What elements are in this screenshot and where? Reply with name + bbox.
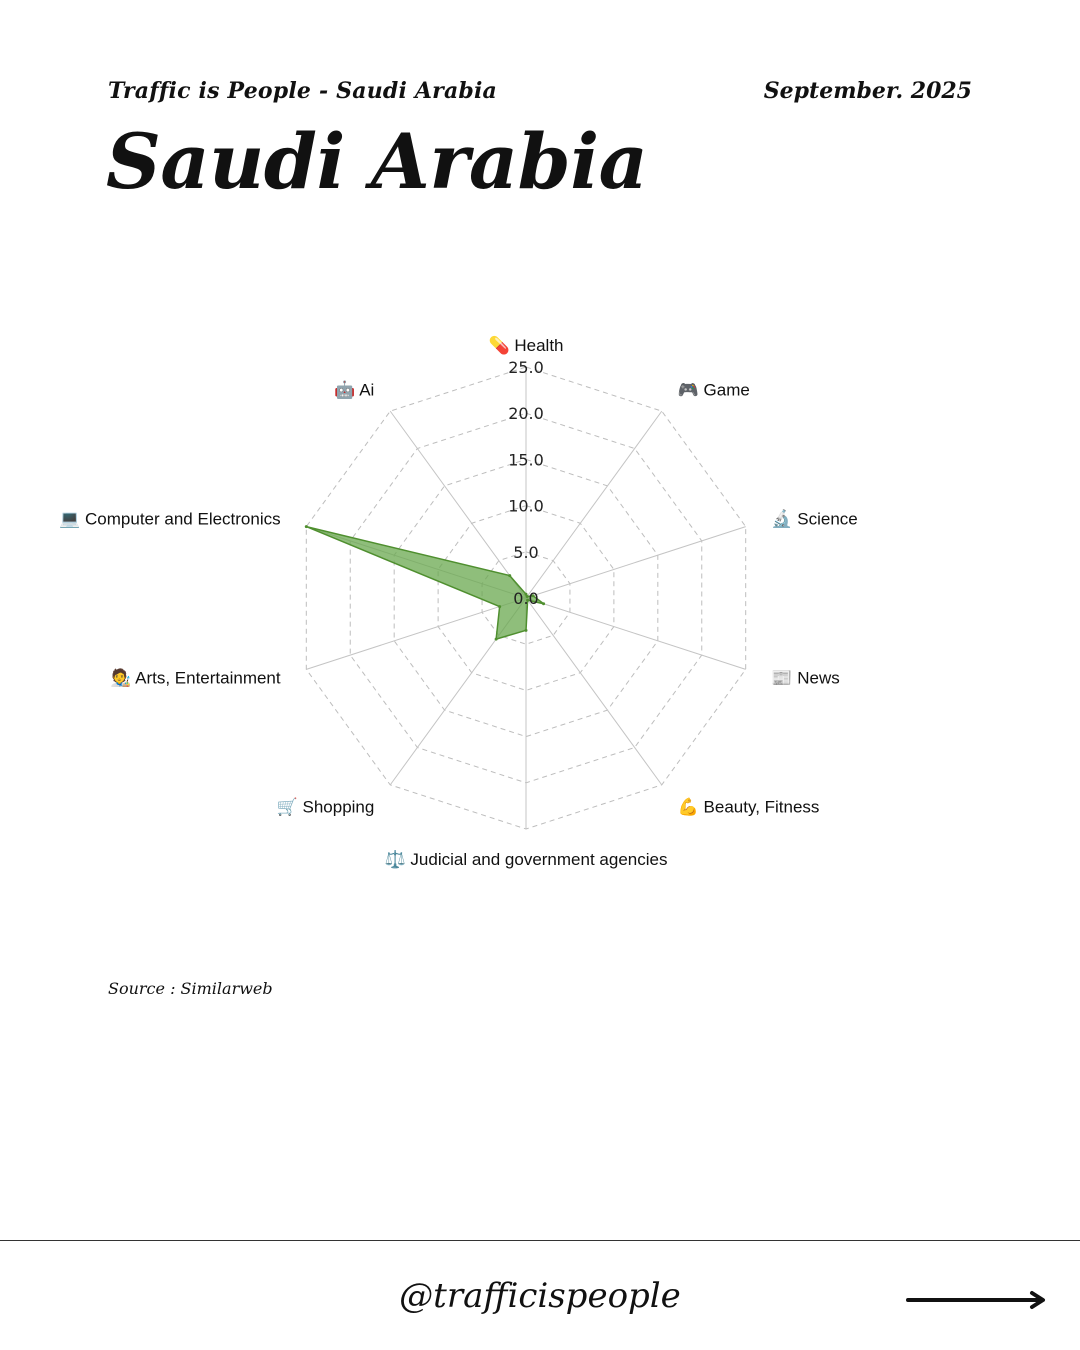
data-series-area <box>306 527 543 639</box>
data-point-5 <box>525 629 528 632</box>
spoke-7 <box>306 598 526 669</box>
spoke-1 <box>526 411 662 598</box>
radar-data-layer <box>305 525 545 640</box>
data-point-6 <box>495 638 498 641</box>
newspaper-icon: 📰 <box>771 668 798 688</box>
category-label-9 <box>334 379 374 399</box>
data-point-7 <box>498 605 501 608</box>
header-date: September. 2025 <box>763 78 972 104</box>
source-note: Source : Similarweb <box>108 979 273 998</box>
category-label-1 <box>678 380 750 399</box>
radar-chart <box>0 300 1080 900</box>
category-label-4 <box>678 797 820 817</box>
tick-label-2: 10.0 <box>508 496 544 516</box>
spoke-2 <box>526 527 746 598</box>
category-text: News <box>797 668 840 688</box>
page-title: Saudi Arabia <box>106 117 648 206</box>
radar-category-labels <box>59 335 858 869</box>
tick-label-0: 0.0 <box>513 589 539 608</box>
category-label-0 <box>488 335 563 356</box>
right-arrow-icon[interactable] <box>906 1288 1048 1312</box>
category-text: Game <box>703 380 750 400</box>
flexed-biceps-icon: 💪 <box>677 797 704 817</box>
data-point-9 <box>508 574 511 577</box>
tick-label-4: 20.0 <box>508 404 544 424</box>
category-label-8 <box>59 509 280 528</box>
balance-scale-icon: ⚖️ <box>384 850 411 869</box>
category-text: Judicial and government agencies <box>410 850 668 869</box>
data-point-3 <box>542 602 545 605</box>
category-text: Computer and Electronics <box>85 509 281 529</box>
category-label-3 <box>771 669 839 688</box>
category-label-7 <box>110 668 281 688</box>
category-text: Ai <box>359 380 375 400</box>
tick-label-5: 25.0 <box>508 358 544 377</box>
microscope-icon: 🔬 <box>771 509 798 529</box>
category-label-5 <box>385 849 668 869</box>
category-text: Beauty, Fitness <box>703 797 820 817</box>
game-controller-icon: 🎮 <box>677 380 704 400</box>
category-text: Science <box>797 509 858 529</box>
pill-icon: 💊 <box>488 336 515 355</box>
shopping-cart-icon: 🛒 <box>276 797 303 817</box>
robot-icon: 🤖 <box>334 380 360 400</box>
data-point-8 <box>305 525 308 528</box>
footer-divider <box>0 1240 1080 1241</box>
footer-handle: @trafficispeople <box>399 1276 681 1316</box>
category-label-2 <box>771 508 857 528</box>
category-text: Health <box>514 336 564 355</box>
category-text: Shopping <box>302 797 375 817</box>
category-text: Arts, Entertainment <box>135 668 281 688</box>
artist-icon: 🧑‍🎨 <box>110 668 136 688</box>
header-subtitle: Traffic is People - Saudi Arabia <box>108 78 498 104</box>
category-label-6 <box>277 797 375 817</box>
spoke-4 <box>526 598 662 785</box>
tick-label-1: 5.0 <box>513 542 539 562</box>
tick-label-3: 15.0 <box>508 450 544 470</box>
spoke-3 <box>526 598 746 669</box>
laptop-icon: 💻 <box>59 509 86 529</box>
